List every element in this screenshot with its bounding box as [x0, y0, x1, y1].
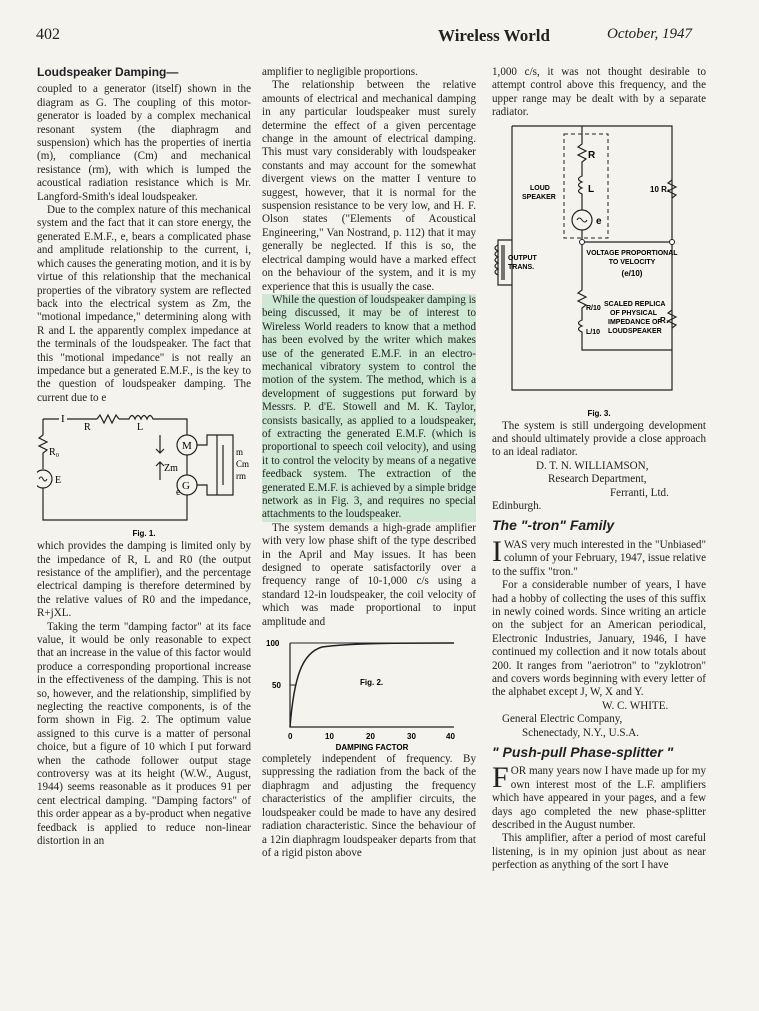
fig1-e2-label: e: [176, 487, 181, 499]
signature-name: D. T. N. WILLIAMSON,: [536, 459, 649, 472]
fig3-to-velocity-label: TO VELOCITY: [608, 258, 656, 266]
fig2-xlabel: DAMPING FACTOR: [335, 743, 409, 753]
fig2-x10: 10: [325, 732, 334, 742]
fig3-trans-label: TRANS.: [508, 263, 535, 271]
figure-1-caption: Fig. 1.: [132, 529, 156, 539]
fig3-e10-label: (e/10): [621, 268, 643, 278]
fig1-rm-label: rm: [236, 471, 246, 482]
fig3-voltage-prop-label: VOLTAGE PROPORTIONAL: [586, 249, 678, 257]
section-heading: " Push-pull Phase-splitter ": [492, 743, 674, 760]
paragraph: The system demands a high-grade amplifier with very low phase shift of the type described in the April and May issues. It has been designed to operate satisfactorily over a frequency range of 10-1,000 c/s using a standard 12-in loudspeaker, the coil velocity of which was made proportional to input amplitude and: [262, 521, 476, 628]
signature-line: General Electric Company,: [502, 713, 623, 726]
paragraph: The system is still undergoing development and should ultimately provide a close approach to an ideal radiator.: [492, 419, 706, 459]
fig3-r10-label: R/10: [586, 304, 601, 312]
fig2-x20: 20: [366, 732, 375, 742]
fig1-m2-label: m: [236, 447, 244, 458]
section-heading: The "-tron" Family: [492, 517, 615, 534]
fig3-loud-label: LOUD: [530, 184, 550, 192]
signature-line: Ferranti, Ltd.: [610, 486, 669, 499]
fig2-x0: 0: [288, 732, 293, 742]
paragraph: which provides the damping is limited only by the impedance of R, L and R0 (the output resistance of the amplifier), and the percentage electrical damping is therefore determined by the relative values of R0 and the impedance, R+jXL.: [37, 540, 251, 620]
fig1-r-label: R: [84, 422, 91, 434]
paragraph: For a considerable number of years, I have had a hobby of collecting the uses of this suffix in newly coined words. Since writing an article on the subject for an American periodical, Electronic Industries, January, 1946, I have continued my collection and it now totals about 200. It ranges from "aeriotron" to "zyklotron" and covers words beginning with every letter of the alphabet except J, W, X and Y.: [492, 579, 706, 699]
drop-cap: I: [492, 534, 502, 568]
highlighted-paragraph: While the question of loudspeaker damping is being discussed, it may be of interest to Wireless World readers to know that a method has been evolved by the writer which makes use of the generated E.M.F. in an electro-mechanical vibratory system to control the motion of the system. The method, which is a development of suggestions put forward by Messrs. P. d'E. Stowell and M. K. Taylor, consists basically, as applied to a loudspeaker, of extracting the generated E.M.F. (which is proportional to speech coil velocity), and using it to control the velocity by means of a negative feedback system. The extraction of the generated E.M.F. is achieved by a simple bridge network as in Fig. 3, and requires no special attachments to the loudspeaker.: [262, 293, 476, 521]
fig3-r1-label: R₁: [660, 315, 670, 325]
page-number: 402: [36, 26, 60, 43]
paragraph: OR many years now I have made up for my own interest most of the L.F. amplifiers which have appeared in your pages, and a few days ago completed the new phase-splitter described in the August number.: [492, 765, 706, 831]
signature-line: Edinburgh.: [492, 500, 542, 513]
column-1: [37, 66, 251, 849]
fig1-l-label: L: [137, 422, 144, 434]
paragraph: completely independent of frequency. By suppressing the radiation from the back of the diaphragm and adjusting the frequency characteristics of the amplifier circuits, the loudspeaker could be made to have any desired radiation characteristic. Since the behaviour of a 12in diaphragm loudspeaker departs from that of a rigid piston above: [262, 753, 476, 859]
fig2-y100: 100: [266, 639, 280, 649]
figure-2-caption: Fig. 2.: [360, 678, 384, 688]
fig3-r-label: R: [588, 149, 596, 161]
paragraph: Due to the complex nature of this mechanical system and the fact that it can store energy, the generated E.M.F., e, bears a complicated phase and amplitude relationship to the current, i, which causes the generating motion, and it is by virtue of this relationship that the mechanical properties of the vibratory system are reflected back into the electrical system as Zm, the "motional impedance," determining along with R and L the apparently complex impedance at the terminals of the loudspeaker. The fact that this "motional impedance" is not really an impedance but a generated E.M.F., is the key to the question of loudspeaker damping. The current due to e: [37, 204, 251, 404]
article-title: Loudspeaker Damping—: [37, 65, 179, 79]
issue-date: October, 1947: [607, 26, 692, 42]
fig2-x40: 40: [446, 732, 455, 742]
fig1-r0-label: R₀: [49, 447, 60, 459]
column-2: [262, 66, 476, 860]
fig3-10r1-label: 10 R₁: [650, 184, 671, 194]
figure-1-circuit: [37, 405, 251, 540]
fig1-zm-label: Zm: [164, 463, 178, 475]
figure-2-graph: [262, 629, 476, 753]
fig3-loudspeaker: LOUDSPEAKER: [608, 327, 662, 335]
fig3-impedance-of: IMPEDANCE OF: [608, 318, 662, 326]
fig1-m-label: M: [182, 440, 192, 453]
figure-3-bridge: [492, 120, 706, 420]
paragraph: The relationship between the relative amounts of electrical and mechanical damping in any particular loudspeaker must surely determine the effect of a given percentage change in the amount of electrical damping. This must vary considerably with loudspeaker constants and may account for the somewhat divergent views on the matter I venture to suggest, however, that it is normal for the suspension resistance to be very low, and H. F. Olson states ("Elements of Acoustical Engineering," Van Nostrand, p. 112) that it may generally be neglected. If this is so, the electrical damping would have a marked effect on the behaviour of the system, and it is my experience that this is usually the case.: [262, 79, 476, 293]
paragraph: WAS very much interested in the "Unbiased" column of your February, 1947, issue relative to the suffix "tron.": [492, 538, 707, 578]
fig2-x30: 30: [407, 732, 416, 742]
signature-line: Schenectady, N.Y., U.S.A.: [522, 726, 640, 739]
paragraph: 1,000 c/s, it was not thought desirable to attempt control above this frequency, and the upper range may be dealt with by a separate radiator.: [492, 66, 706, 119]
fig1-cm-label: Cm: [236, 459, 250, 470]
figure-3-caption: Fig. 3.: [587, 408, 611, 418]
fig3-e-label: e: [596, 215, 602, 227]
magazine-title: Wireless World: [438, 26, 550, 45]
fig3-l10-label: L/10: [586, 328, 601, 336]
fig2-y50: 50: [272, 681, 281, 691]
fig3-output-label: OUTPUT: [508, 254, 537, 262]
column-3: [492, 66, 706, 873]
drop-cap: F: [492, 761, 509, 795]
fig3-speaker-label: SPEAKER: [522, 193, 556, 201]
fig3-scaled-replica: SCALED REPLICA: [604, 300, 666, 308]
fig1-g-label: G: [182, 480, 190, 493]
paragraph: Taking the term "damping factor" at its face value, it would be only reasonable to expect that an increase in the value of this factor would produce a corresponding proportional increase in the effectiveness of the damping. This is not so, however, and the relationship, simplified by neglecting the reactive components, is of the form shown in Fig. 2. The optimum value assigned to this curve is a matter of personal choice, but a figure of 10 which I put forward when the cathode follower output stage controversy was at its height (W.W., August, 1944) seems reasonable as it produces 91 per cent electrical damping. "Damping factors" of this order appear as a by-product when negative feedback is applied to reduce non-linear distortion in an: [37, 620, 251, 848]
fig1-current-label: I: [61, 413, 65, 426]
paragraph: This amplifier, after a period of most careful listening, is in my opinion just about as near perfection as anything of the sort I have: [492, 832, 706, 872]
signature-line: Research Department,: [548, 473, 647, 486]
paragraph: coupled to a generator (itself) shown in the diagram as G. The coupling of this motor-generator is loaded by a complex mechanical resonant system (the diaphragm and suspension) which has the properties of inertia (m), compliance (Cm) and mechanical resistance (rm), with which is lumped the acoustical radiation resistance which is Mr. Langford-Smith's ideal loudspeaker.: [37, 83, 251, 203]
paragraph: amplifier to negligible proportions.: [262, 66, 418, 78]
signature-name: W. C. WHITE.: [602, 699, 669, 712]
fig3-l-label: L: [588, 183, 595, 195]
fig3-of-physical: OF PHYSICAL: [610, 309, 658, 317]
fig1-e-label: E: [55, 475, 62, 487]
